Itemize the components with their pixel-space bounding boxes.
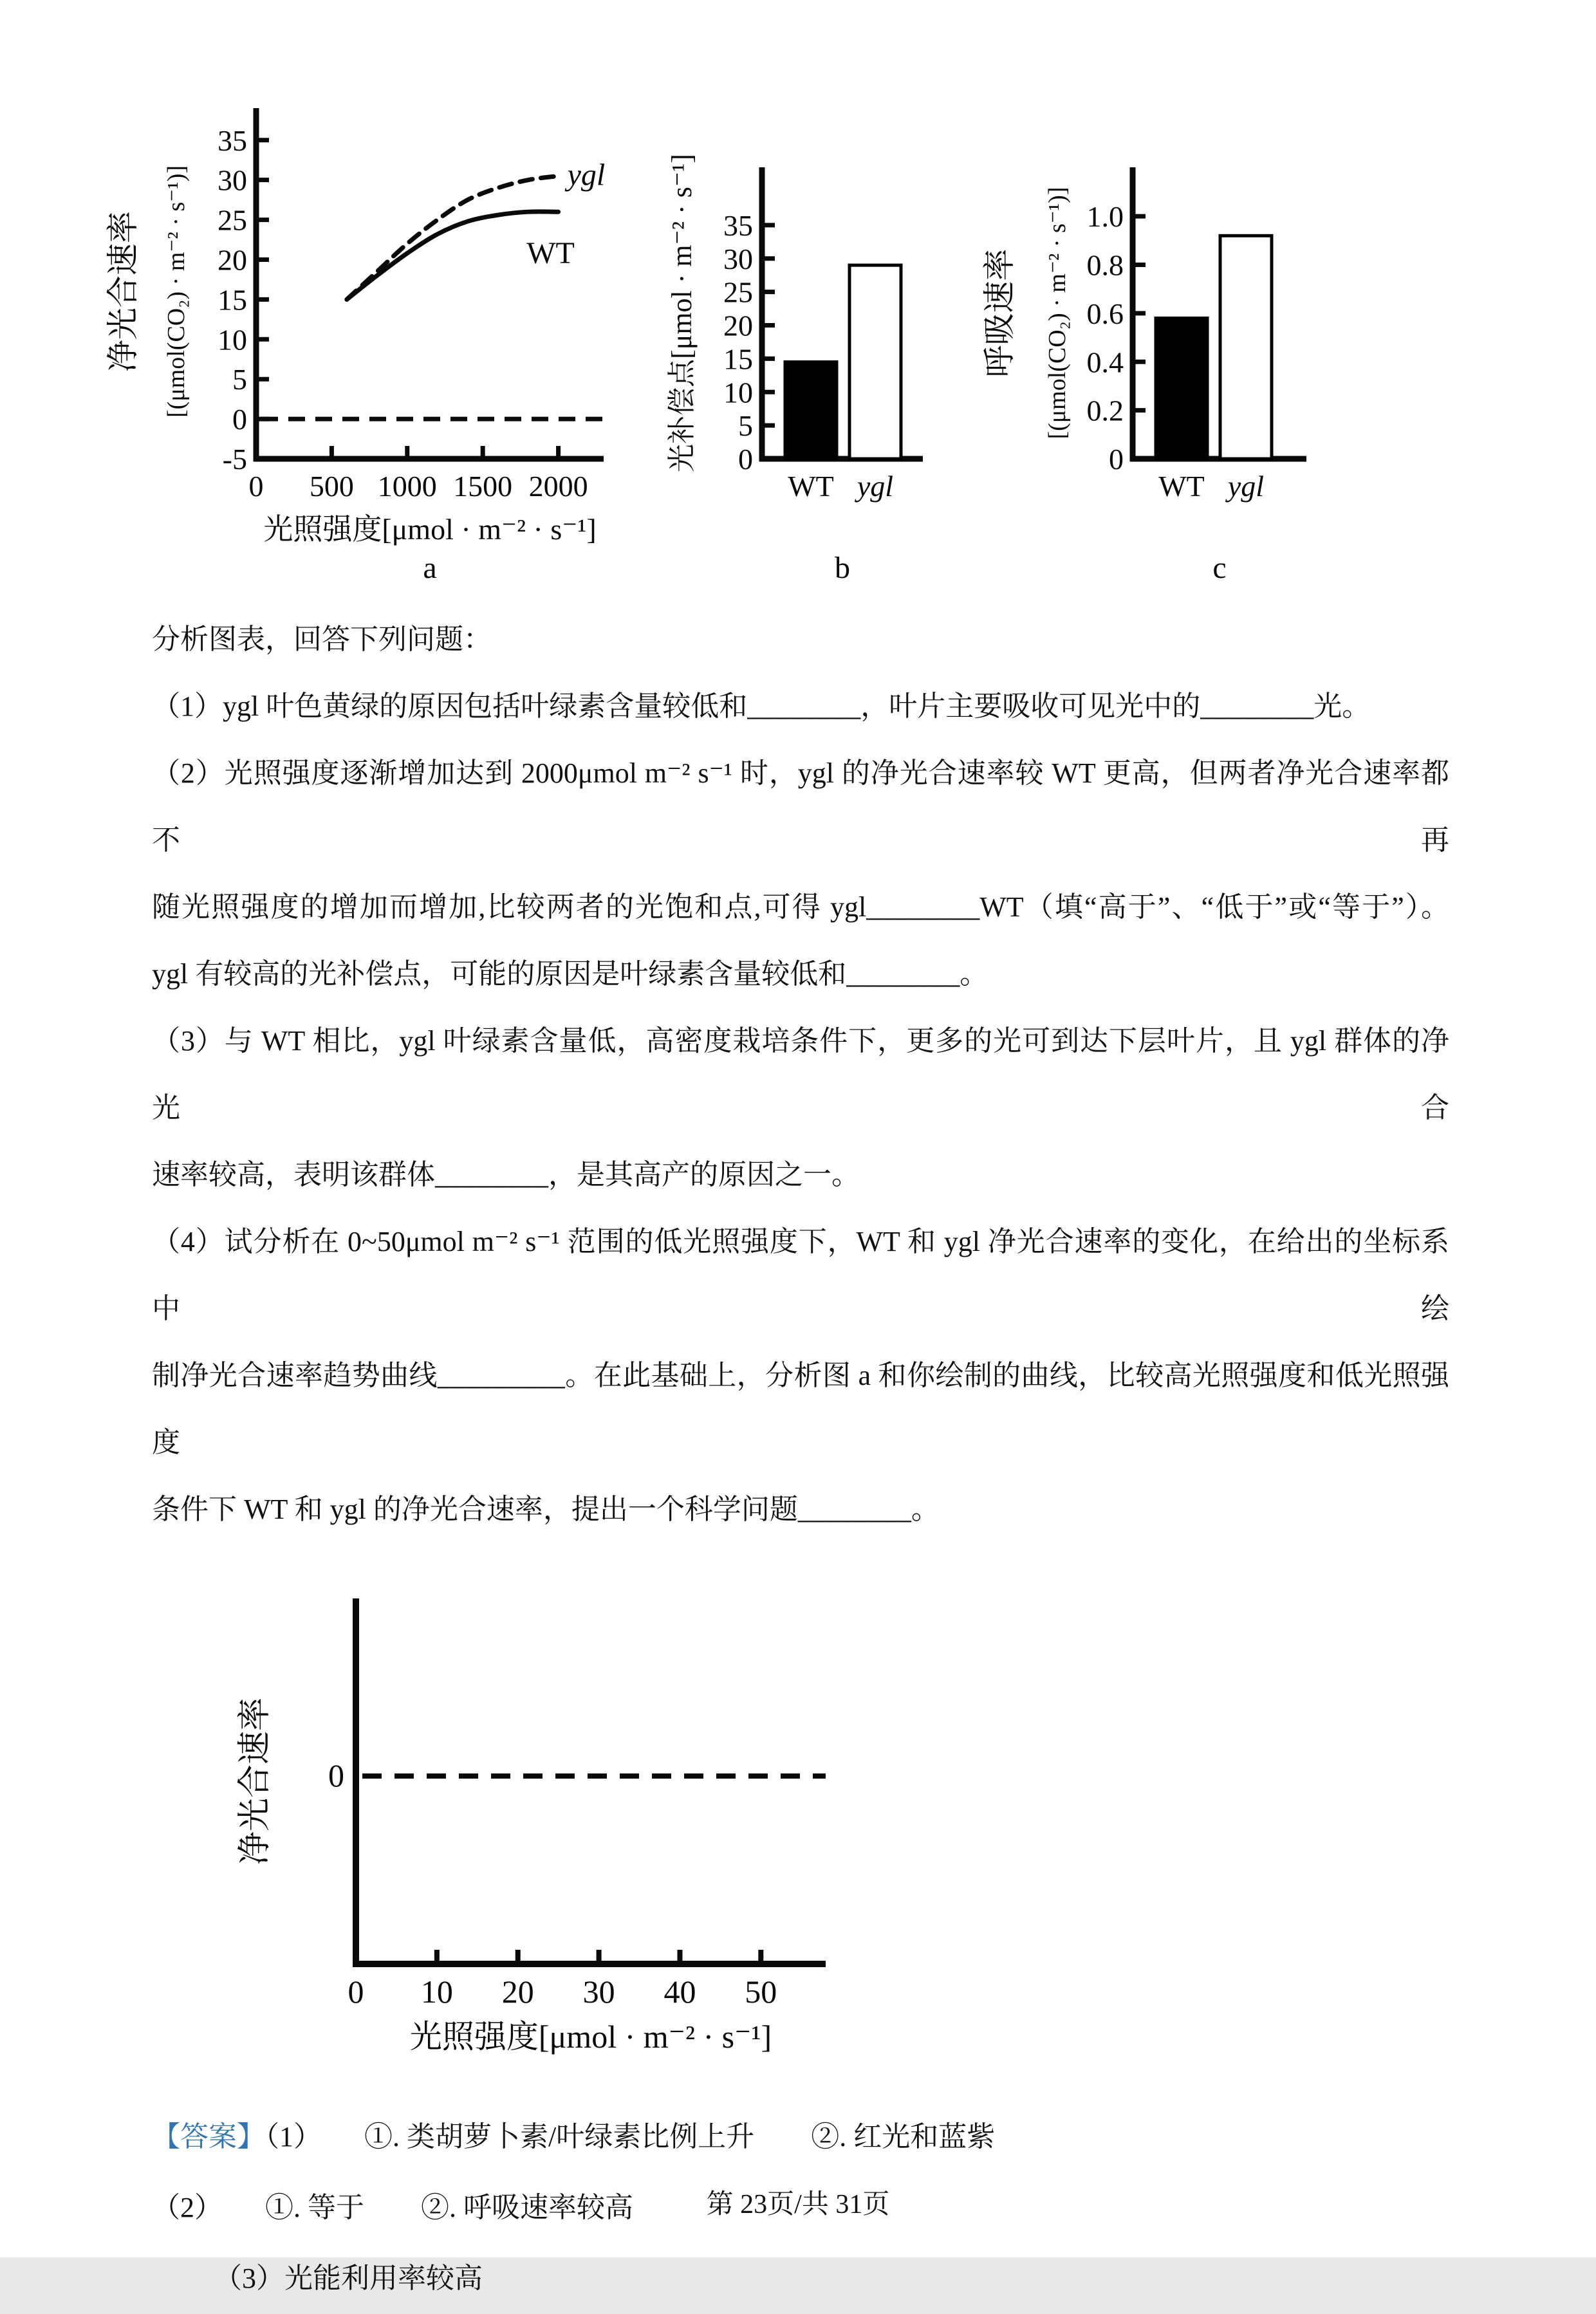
svg-text:30: 30 — [582, 1974, 615, 2010]
svg-text:25: 25 — [723, 275, 753, 309]
svg-text:c: c — [1212, 551, 1227, 585]
chart-c-respiration-bars — [940, 95, 1313, 584]
svg-text:20: 20 — [723, 309, 753, 342]
blank-coordinate-system — [153, 1571, 835, 2073]
answer-label: 【答案】 — [152, 2121, 265, 2152]
svg-text:0: 0 — [1109, 443, 1124, 476]
svg-text:[(μmol(CO₂) · m⁻² · s⁻¹)]: [(μmol(CO₂) · m⁻² · s⁻¹)] — [163, 165, 190, 418]
svg-text:WT: WT — [1158, 470, 1205, 503]
svg-text:5: 5 — [738, 409, 753, 443]
svg-text:2000: 2000 — [528, 470, 588, 503]
svg-text:10: 10 — [218, 323, 247, 356]
svg-text:15: 15 — [723, 342, 753, 376]
question-text-block — [0, 584, 1596, 1543]
svg-text:1000: 1000 — [377, 470, 437, 503]
svg-text:ygl: ygl — [567, 158, 606, 192]
svg-text:20: 20 — [501, 1974, 534, 2010]
svg-text:500: 500 — [309, 470, 354, 503]
question-3-line-2: 速率较高，表明该群体________，是其高产的原因之一。 — [152, 1159, 860, 1190]
svg-text:1.0: 1.0 — [1086, 200, 1124, 234]
chart-b-light-compensation-bars — [627, 95, 929, 584]
answer-line-2: （2） ①. 等于 ②. 呼吸速率较高 — [152, 2192, 633, 2223]
svg-text:-5: -5 — [222, 443, 247, 476]
svg-text:0: 0 — [232, 403, 247, 436]
svg-text:30: 30 — [218, 163, 247, 197]
figure-row-abc — [0, 0, 1596, 584]
svg-text:净光合速率: 净光合速率 — [105, 211, 141, 372]
svg-text:光照强度[μmol · m⁻² · s⁻¹]: 光照强度[μmol · m⁻² · s⁻¹] — [263, 513, 597, 546]
svg-text:呼吸速率: 呼吸速率 — [981, 248, 1017, 378]
question-4-line-3: 条件下 WT 和 ygl 的净光合速率，提出一个科学问题________。 — [152, 1494, 940, 1525]
question-3-line-1: （3）与 WT 相比，ygl 叶绿素含量低，高密度栽培条件下，更多的光可到达下层叶片，且 ygl 群体的净光合 — [152, 1025, 1449, 1124]
svg-text:光补偿点[μmol · m⁻² · s⁻¹]: 光补偿点[μmol · m⁻² · s⁻¹] — [666, 154, 698, 472]
answer-1-text: （1） ①. 类胡萝卜素/叶绿素比例上升 ②. 红光和蓝紫 — [265, 2121, 996, 2152]
page-footer: 第 23页/共 31页 — [706, 2190, 890, 2219]
svg-text:WT: WT — [526, 236, 575, 271]
svg-text:0: 0 — [248, 470, 264, 503]
svg-text:0.6: 0.6 — [1086, 297, 1124, 330]
question-2-line-1: （2）光照强度逐渐增加达到 2000μmol m⁻² s⁻¹ 时，ygl 的净光合速率较 WT 更高，但两者净光合速率都不再 — [152, 757, 1449, 856]
question-4-line-1: （4）试分析在 0~50μmol m⁻² s⁻¹ 范围的低光照强度下，WT 和 ygl 净光合速率的变化，在给出的坐标系中绘 — [152, 1226, 1449, 1324]
svg-text:40: 40 — [663, 1974, 696, 2010]
svg-text:30: 30 — [723, 242, 753, 275]
svg-text:10: 10 — [420, 1974, 453, 2010]
svg-text:0: 0 — [328, 1757, 344, 1793]
svg-text:1500: 1500 — [453, 470, 513, 503]
svg-text:35: 35 — [723, 208, 753, 242]
svg-text:50: 50 — [745, 1974, 777, 2010]
blank-coordinate-system-wrap — [0, 1543, 1596, 2073]
svg-text:WT: WT — [788, 470, 834, 503]
svg-text:ygl: ygl — [857, 470, 894, 503]
svg-text:0.4: 0.4 — [1086, 346, 1124, 379]
svg-text:ygl: ygl — [1227, 470, 1265, 503]
chart-a-net-photosynthesis-line — [82, 95, 617, 584]
answer-line-3: （3）光能利用率较高 — [214, 2263, 483, 2294]
question-2-line-3: ygl 有较高的光补偿点，可能的原因是叶绿素含量较低和________。 — [152, 958, 988, 990]
svg-text:25: 25 — [218, 203, 247, 237]
svg-text:b: b — [835, 551, 850, 585]
question-1-line: （1）ygl 叶色黄绿的原因包括叶绿素含量较低和________，叶片主要吸收可见光中的________光。 — [152, 690, 1371, 722]
svg-text:0.8: 0.8 — [1086, 248, 1124, 282]
svg-text:0: 0 — [348, 1974, 364, 2010]
svg-text:光照强度[μmol · m⁻² · s⁻¹]: 光照强度[μmol · m⁻² · s⁻¹] — [409, 2019, 772, 2055]
svg-text:净光合速率: 净光合速率 — [237, 1697, 274, 1865]
svg-text:a: a — [423, 551, 437, 585]
question-4-line-2: 制净光合速率趋势曲线_________。在此基础上，分析图 a 和你绘制的曲线，比较高光照强度和低光照强度 — [152, 1360, 1449, 1458]
svg-text:35: 35 — [218, 124, 247, 157]
svg-text:0: 0 — [738, 443, 753, 476]
question-2-line-2: 随光照强度的增加而增加,比较两者的光饱和点,可得 ygl________WT（填“高于”、“低于”或“等于”）。 — [152, 891, 1449, 923]
svg-text:15: 15 — [218, 283, 247, 317]
svg-text:20: 20 — [218, 243, 247, 277]
svg-text:0.2: 0.2 — [1086, 394, 1124, 427]
svg-text:[(μmol(CO₂) · m⁻² · s⁻¹)]: [(μmol(CO₂) · m⁻² · s⁻¹)] — [1044, 187, 1071, 440]
svg-text:10: 10 — [723, 376, 753, 409]
answer-line-1 — [152, 2102, 1449, 2172]
svg-text:5: 5 — [232, 363, 247, 396]
intro-line: 分析图表，回答下列问题： — [152, 624, 492, 655]
